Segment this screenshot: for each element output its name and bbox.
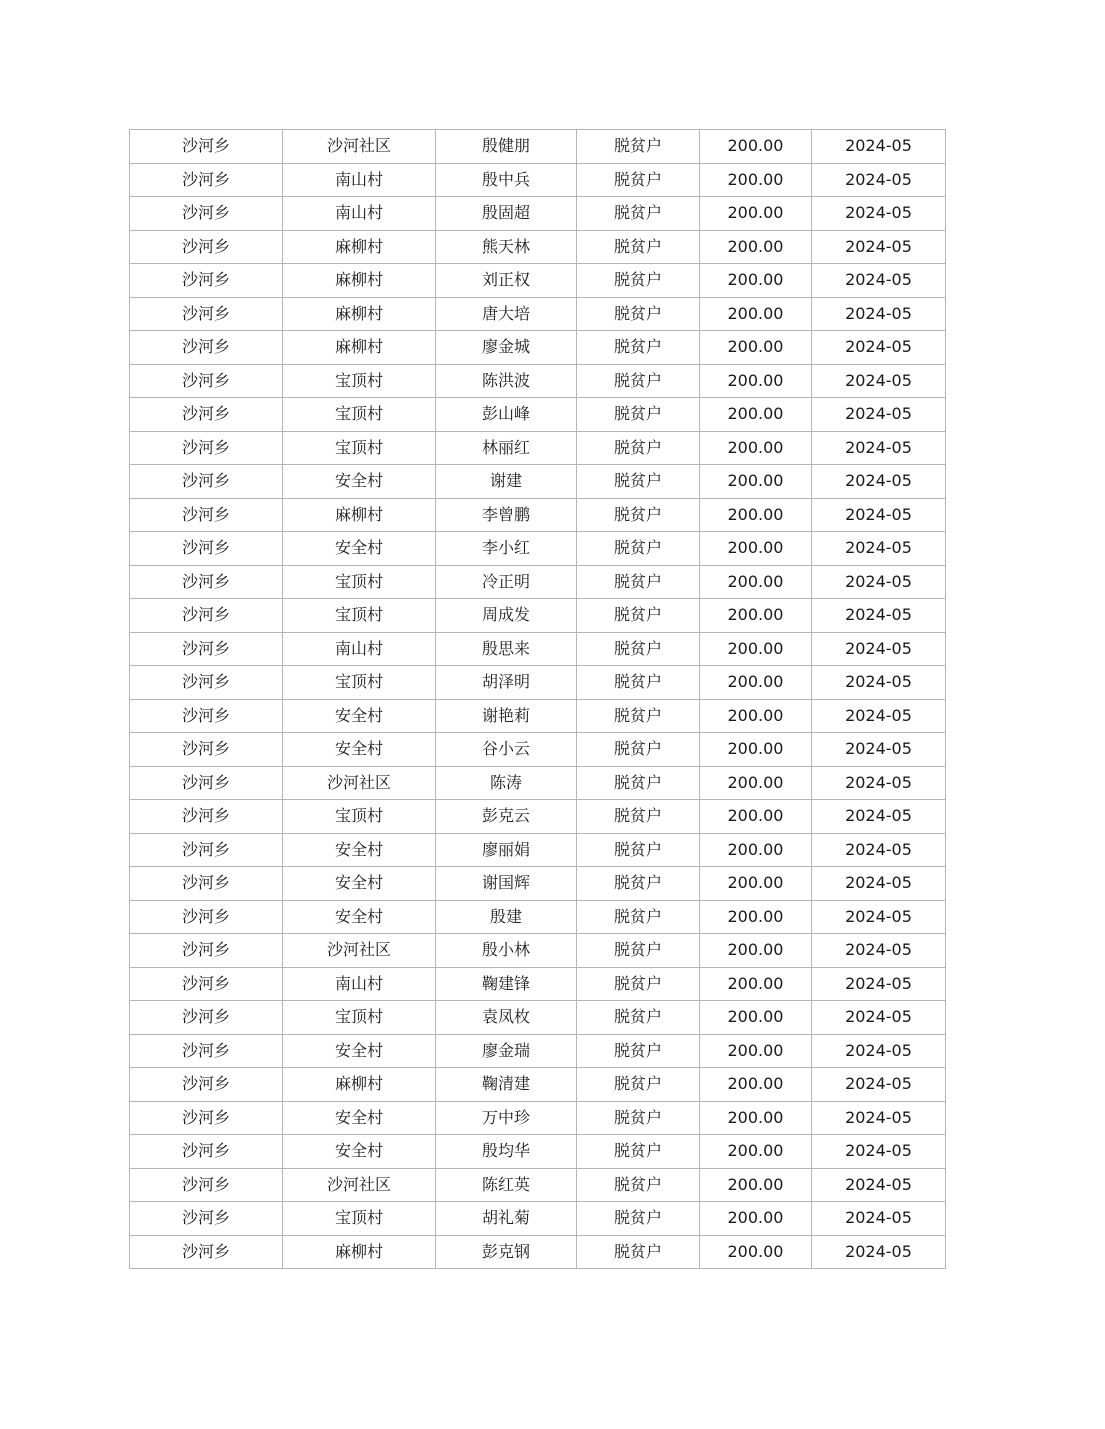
- amount-cell: 200.00: [700, 800, 812, 834]
- name-cell: 林丽红: [436, 431, 577, 465]
- category-cell: 脱贫户: [577, 230, 700, 264]
- amount-cell: 200.00: [700, 967, 812, 1001]
- name-cell: 万中珍: [436, 1101, 577, 1135]
- name-cell: 谢建: [436, 465, 577, 499]
- period-cell: 2024-05: [812, 666, 946, 700]
- category-cell: 脱贫户: [577, 967, 700, 1001]
- name-cell: 殷思来: [436, 632, 577, 666]
- period-cell: 2024-05: [812, 1135, 946, 1169]
- village-cell: 南山村: [283, 967, 436, 1001]
- category-cell: 脱贫户: [577, 666, 700, 700]
- period-cell: 2024-05: [812, 900, 946, 934]
- table-row: [130, 465, 946, 499]
- category-cell: 脱贫户: [577, 465, 700, 499]
- name-cell: 李曾鹏: [436, 498, 577, 532]
- period-cell: 2024-05: [812, 264, 946, 298]
- table-row: [130, 1135, 946, 1169]
- period-cell: 2024-05: [812, 431, 946, 465]
- amount-cell: 200.00: [700, 900, 812, 934]
- name-cell: 谢国辉: [436, 867, 577, 901]
- category-cell: 脱贫户: [577, 498, 700, 532]
- amount-cell: 200.00: [700, 699, 812, 733]
- village-cell: 宝顶村: [283, 800, 436, 834]
- name-cell: 陈红英: [436, 1168, 577, 1202]
- name-cell: 唐大培: [436, 297, 577, 331]
- amount-cell: 200.00: [700, 331, 812, 365]
- amount-cell: 200.00: [700, 465, 812, 499]
- category-cell: 脱贫户: [577, 599, 700, 633]
- village-cell: 南山村: [283, 163, 436, 197]
- township-cell: 沙河乡: [130, 934, 283, 968]
- name-cell: 袁凤枚: [436, 1001, 577, 1035]
- village-cell: 宝顶村: [283, 431, 436, 465]
- amount-cell: 200.00: [700, 264, 812, 298]
- period-cell: 2024-05: [812, 331, 946, 365]
- amount-cell: 200.00: [700, 230, 812, 264]
- table-row: [130, 867, 946, 901]
- amount-cell: 200.00: [700, 1235, 812, 1269]
- category-cell: 脱贫户: [577, 1034, 700, 1068]
- table-row: [130, 565, 946, 599]
- township-cell: 沙河乡: [130, 264, 283, 298]
- township-cell: 沙河乡: [130, 130, 283, 164]
- name-cell: 胡礼菊: [436, 1202, 577, 1236]
- category-cell: 脱贫户: [577, 1235, 700, 1269]
- period-cell: 2024-05: [812, 599, 946, 633]
- category-cell: 脱贫户: [577, 163, 700, 197]
- category-cell: 脱贫户: [577, 733, 700, 767]
- township-cell: 沙河乡: [130, 1135, 283, 1169]
- township-cell: 沙河乡: [130, 800, 283, 834]
- township-cell: 沙河乡: [130, 297, 283, 331]
- amount-cell: 200.00: [700, 867, 812, 901]
- amount-cell: 200.00: [700, 1135, 812, 1169]
- table-row: [130, 632, 946, 666]
- amount-cell: 200.00: [700, 599, 812, 633]
- name-cell: 彭山峰: [436, 398, 577, 432]
- amount-cell: 200.00: [700, 163, 812, 197]
- amount-cell: 200.00: [700, 532, 812, 566]
- name-cell: 冷正明: [436, 565, 577, 599]
- name-cell: 陈涛: [436, 766, 577, 800]
- township-cell: 沙河乡: [130, 766, 283, 800]
- township-cell: 沙河乡: [130, 498, 283, 532]
- township-cell: 沙河乡: [130, 1001, 283, 1035]
- table-row: [130, 130, 946, 164]
- period-cell: 2024-05: [812, 632, 946, 666]
- township-cell: 沙河乡: [130, 1202, 283, 1236]
- township-cell: 沙河乡: [130, 833, 283, 867]
- table-row: [130, 666, 946, 700]
- table-row: [130, 532, 946, 566]
- amount-cell: 200.00: [700, 130, 812, 164]
- table-row: [130, 900, 946, 934]
- name-cell: 殷中兵: [436, 163, 577, 197]
- village-cell: 安全村: [283, 867, 436, 901]
- table-row: [130, 1235, 946, 1269]
- township-cell: 沙河乡: [130, 867, 283, 901]
- amount-cell: 200.00: [700, 1202, 812, 1236]
- name-cell: 殷健朋: [436, 130, 577, 164]
- name-cell: 廖金瑞: [436, 1034, 577, 1068]
- amount-cell: 200.00: [700, 1001, 812, 1035]
- table-row: [130, 766, 946, 800]
- township-cell: 沙河乡: [130, 632, 283, 666]
- amount-cell: 200.00: [700, 632, 812, 666]
- period-cell: 2024-05: [812, 733, 946, 767]
- amount-cell: 200.00: [700, 364, 812, 398]
- table-row: [130, 699, 946, 733]
- category-cell: 脱贫户: [577, 766, 700, 800]
- amount-cell: 200.00: [700, 733, 812, 767]
- village-cell: 安全村: [283, 532, 436, 566]
- township-cell: 沙河乡: [130, 733, 283, 767]
- village-cell: 麻柳村: [283, 498, 436, 532]
- township-cell: 沙河乡: [130, 565, 283, 599]
- amount-cell: 200.00: [700, 431, 812, 465]
- category-cell: 脱贫户: [577, 364, 700, 398]
- category-cell: 脱贫户: [577, 331, 700, 365]
- table-row: [130, 1168, 946, 1202]
- name-cell: 刘正权: [436, 264, 577, 298]
- township-cell: 沙河乡: [130, 398, 283, 432]
- period-cell: 2024-05: [812, 1168, 946, 1202]
- name-cell: 殷均华: [436, 1135, 577, 1169]
- name-cell: 廖金城: [436, 331, 577, 365]
- table-row: [130, 331, 946, 365]
- township-cell: 沙河乡: [130, 532, 283, 566]
- township-cell: 沙河乡: [130, 197, 283, 231]
- period-cell: 2024-05: [812, 1034, 946, 1068]
- village-cell: 麻柳村: [283, 1068, 436, 1102]
- name-cell: 李小红: [436, 532, 577, 566]
- name-cell: 谷小云: [436, 733, 577, 767]
- table-row: [130, 1001, 946, 1035]
- village-cell: 麻柳村: [283, 264, 436, 298]
- table-body: [130, 130, 946, 1269]
- name-cell: 殷小林: [436, 934, 577, 968]
- township-cell: 沙河乡: [130, 1235, 283, 1269]
- period-cell: 2024-05: [812, 934, 946, 968]
- amount-cell: 200.00: [700, 833, 812, 867]
- village-cell: 宝顶村: [283, 599, 436, 633]
- village-cell: 宝顶村: [283, 398, 436, 432]
- village-cell: 麻柳村: [283, 1235, 436, 1269]
- category-cell: 脱贫户: [577, 197, 700, 231]
- period-cell: 2024-05: [812, 498, 946, 532]
- period-cell: 2024-05: [812, 1101, 946, 1135]
- village-cell: 宝顶村: [283, 565, 436, 599]
- table-row: [130, 1068, 946, 1102]
- village-cell: 宝顶村: [283, 1001, 436, 1035]
- period-cell: 2024-05: [812, 967, 946, 1001]
- table-row: [130, 498, 946, 532]
- amount-cell: 200.00: [700, 297, 812, 331]
- table-row: [130, 364, 946, 398]
- name-cell: 殷固超: [436, 197, 577, 231]
- category-cell: 脱贫户: [577, 699, 700, 733]
- amount-cell: 200.00: [700, 498, 812, 532]
- category-cell: 脱贫户: [577, 130, 700, 164]
- table-row: [130, 967, 946, 1001]
- subsidy-roster-table: [129, 129, 946, 1269]
- table-row: [130, 163, 946, 197]
- township-cell: 沙河乡: [130, 699, 283, 733]
- name-cell: 廖丽娟: [436, 833, 577, 867]
- village-cell: 安全村: [283, 1135, 436, 1169]
- period-cell: 2024-05: [812, 833, 946, 867]
- township-cell: 沙河乡: [130, 331, 283, 365]
- period-cell: 2024-05: [812, 1202, 946, 1236]
- category-cell: 脱贫户: [577, 1068, 700, 1102]
- table-row: [130, 1101, 946, 1135]
- village-cell: 安全村: [283, 900, 436, 934]
- period-cell: 2024-05: [812, 230, 946, 264]
- village-cell: 安全村: [283, 833, 436, 867]
- village-cell: 沙河社区: [283, 934, 436, 968]
- village-cell: 安全村: [283, 1101, 436, 1135]
- township-cell: 沙河乡: [130, 967, 283, 1001]
- category-cell: 脱贫户: [577, 398, 700, 432]
- category-cell: 脱贫户: [577, 532, 700, 566]
- village-cell: 宝顶村: [283, 1202, 436, 1236]
- category-cell: 脱贫户: [577, 800, 700, 834]
- category-cell: 脱贫户: [577, 264, 700, 298]
- table-row: [130, 733, 946, 767]
- table-row: [130, 833, 946, 867]
- table-row: [130, 431, 946, 465]
- village-cell: 沙河社区: [283, 130, 436, 164]
- village-cell: 安全村: [283, 699, 436, 733]
- name-cell: 殷建: [436, 900, 577, 934]
- township-cell: 沙河乡: [130, 666, 283, 700]
- table-row: [130, 1034, 946, 1068]
- amount-cell: 200.00: [700, 1101, 812, 1135]
- period-cell: 2024-05: [812, 297, 946, 331]
- township-cell: 沙河乡: [130, 465, 283, 499]
- table-row: [130, 800, 946, 834]
- table-row: [130, 1202, 946, 1236]
- category-cell: 脱贫户: [577, 1168, 700, 1202]
- table-row: [130, 599, 946, 633]
- township-cell: 沙河乡: [130, 1068, 283, 1102]
- category-cell: 脱贫户: [577, 565, 700, 599]
- village-cell: 沙河社区: [283, 766, 436, 800]
- village-cell: 安全村: [283, 1034, 436, 1068]
- table-row: [130, 197, 946, 231]
- table-row: [130, 264, 946, 298]
- township-cell: 沙河乡: [130, 1168, 283, 1202]
- period-cell: 2024-05: [812, 565, 946, 599]
- village-cell: 麻柳村: [283, 331, 436, 365]
- township-cell: 沙河乡: [130, 1101, 283, 1135]
- category-cell: 脱贫户: [577, 632, 700, 666]
- township-cell: 沙河乡: [130, 1034, 283, 1068]
- name-cell: 谢艳莉: [436, 699, 577, 733]
- amount-cell: 200.00: [700, 1168, 812, 1202]
- village-cell: 麻柳村: [283, 230, 436, 264]
- category-cell: 脱贫户: [577, 1101, 700, 1135]
- amount-cell: 200.00: [700, 766, 812, 800]
- name-cell: 彭克钢: [436, 1235, 577, 1269]
- amount-cell: 200.00: [700, 565, 812, 599]
- category-cell: 脱贫户: [577, 833, 700, 867]
- township-cell: 沙河乡: [130, 599, 283, 633]
- period-cell: 2024-05: [812, 532, 946, 566]
- period-cell: 2024-05: [812, 163, 946, 197]
- name-cell: 陈洪波: [436, 364, 577, 398]
- period-cell: 2024-05: [812, 800, 946, 834]
- period-cell: 2024-05: [812, 1001, 946, 1035]
- table-row: [130, 934, 946, 968]
- township-cell: 沙河乡: [130, 900, 283, 934]
- amount-cell: 200.00: [700, 934, 812, 968]
- name-cell: 熊天林: [436, 230, 577, 264]
- category-cell: 脱贫户: [577, 934, 700, 968]
- village-cell: 安全村: [283, 465, 436, 499]
- period-cell: 2024-05: [812, 130, 946, 164]
- table-row: [130, 297, 946, 331]
- table-row: [130, 398, 946, 432]
- category-cell: 脱贫户: [577, 900, 700, 934]
- category-cell: 脱贫户: [577, 867, 700, 901]
- township-cell: 沙河乡: [130, 163, 283, 197]
- village-cell: 宝顶村: [283, 364, 436, 398]
- amount-cell: 200.00: [700, 197, 812, 231]
- township-cell: 沙河乡: [130, 431, 283, 465]
- name-cell: 鞠清建: [436, 1068, 577, 1102]
- period-cell: 2024-05: [812, 465, 946, 499]
- village-cell: 南山村: [283, 197, 436, 231]
- village-cell: 宝顶村: [283, 666, 436, 700]
- period-cell: 2024-05: [812, 699, 946, 733]
- category-cell: 脱贫户: [577, 297, 700, 331]
- amount-cell: 200.00: [700, 1034, 812, 1068]
- township-cell: 沙河乡: [130, 364, 283, 398]
- name-cell: 胡泽明: [436, 666, 577, 700]
- period-cell: 2024-05: [812, 197, 946, 231]
- village-cell: 南山村: [283, 632, 436, 666]
- name-cell: 鞠建锋: [436, 967, 577, 1001]
- amount-cell: 200.00: [700, 398, 812, 432]
- village-cell: 沙河社区: [283, 1168, 436, 1202]
- period-cell: 2024-05: [812, 398, 946, 432]
- village-cell: 安全村: [283, 733, 436, 767]
- period-cell: 2024-05: [812, 1068, 946, 1102]
- category-cell: 脱贫户: [577, 1202, 700, 1236]
- township-cell: 沙河乡: [130, 230, 283, 264]
- period-cell: 2024-05: [812, 364, 946, 398]
- category-cell: 脱贫户: [577, 1135, 700, 1169]
- name-cell: 周成发: [436, 599, 577, 633]
- period-cell: 2024-05: [812, 766, 946, 800]
- category-cell: 脱贫户: [577, 431, 700, 465]
- table-row: [130, 230, 946, 264]
- name-cell: 彭克云: [436, 800, 577, 834]
- period-cell: 2024-05: [812, 867, 946, 901]
- amount-cell: 200.00: [700, 666, 812, 700]
- village-cell: 麻柳村: [283, 297, 436, 331]
- period-cell: 2024-05: [812, 1235, 946, 1269]
- amount-cell: 200.00: [700, 1068, 812, 1102]
- category-cell: 脱贫户: [577, 1001, 700, 1035]
